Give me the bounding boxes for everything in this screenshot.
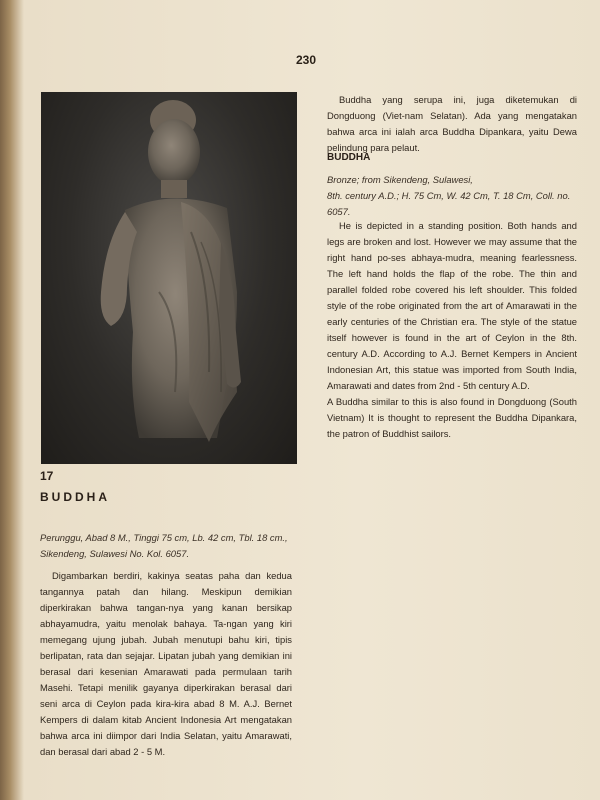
figure-number: 17 xyxy=(40,469,54,483)
indonesian-caption-line-2: Sikendeng, Sulawesi No. Kol. 6057. xyxy=(40,548,190,559)
indonesian-paragraph: Digambarkan berdiri, kakinya seatas paha dan kedua tangannya patah dan hilang. Meskipun demikian diperkirakan bahwa tangan-nya yang kanan bersikap abhayamudra, yaitu menolak bahaya. Ta-ngan yang kiri memegang ujung jubah. Jubah menutupi bahu kiri, tipis berlipatan, rata dan sejajar. Lipatan jubah yang demikian ini berasal dari kesenian Amarawati pada permulaan tarih Masehi. Tetapi menilik gayanya diperkirakan berasal dari seni arca di Ceylon pada kira-kira abad 8 M. A.J. Bernet Kempers di dalam kitab Ancient Indonesia Art mengatakan bahwa arca ini diimpor dari India Selatan, yaitu Amarawati, dan berasal dari abad 2 - 5 M. xyxy=(40,570,292,757)
indonesian-continuation-paragraph: Buddha yang serupa ini, juga diketemukan di Dongduong (Viet-nam Selatan). Ada yang mengatakan bahwa arca ini ialah arca Buddha Dipankara, yaitu Dewa pelindung para pelaut. xyxy=(327,94,577,153)
english-caption xyxy=(327,172,577,220)
english-title: BUDDHA xyxy=(327,152,371,163)
figure-title: BUDDHA xyxy=(40,490,110,504)
english-paragraph-1: He is depicted in a standing position. Both hands and legs are broken and lost. However we may assume that the right hand po-ses abhaya-mudra, meaning fearlessness. The left hand holds the flap of the robe. The thin and parallel folded robe covered his left shoulder. This folded style of the robe originated from the art of Amarawati in the early centuries of the Christian era. The style of the statue itself however is found in the art of Ceylon in the 8th. century A.D. According to A.J. Bernet Kempers in Ancient Indonesian Art, this statue was imported from South India, Amarawati and dates from 2nd - 5th century A.D. xyxy=(327,220,577,391)
english-paragraph-2: A Buddha similar to this is also found in Dongduong (South Vietnam) It is thought to represent the Buddha Dipankara, the patron of Buddhist sailors. xyxy=(327,396,577,439)
indonesian-body xyxy=(40,568,292,760)
english-caption-line-1: Bronze; from Sikendeng, Sulawesi, xyxy=(327,174,473,185)
indonesian-caption-line-1: Perunggu, Abad 8 M., Tinggi 75 cm, Lb. 42 cm, Tbl. 18 cm., xyxy=(40,532,288,543)
page-number: 230 xyxy=(296,53,317,67)
buddha-statue-photo xyxy=(41,92,297,464)
english-body xyxy=(327,218,577,442)
indonesian-continuation xyxy=(327,92,577,156)
english-caption-line-2: 8th. century A.D.; H. 75 Cm, W. 42 Cm, T. 18 Cm, Coll. no. 6057. xyxy=(327,190,571,217)
buddha-statue-image xyxy=(41,92,297,464)
indonesian-caption xyxy=(40,530,300,562)
